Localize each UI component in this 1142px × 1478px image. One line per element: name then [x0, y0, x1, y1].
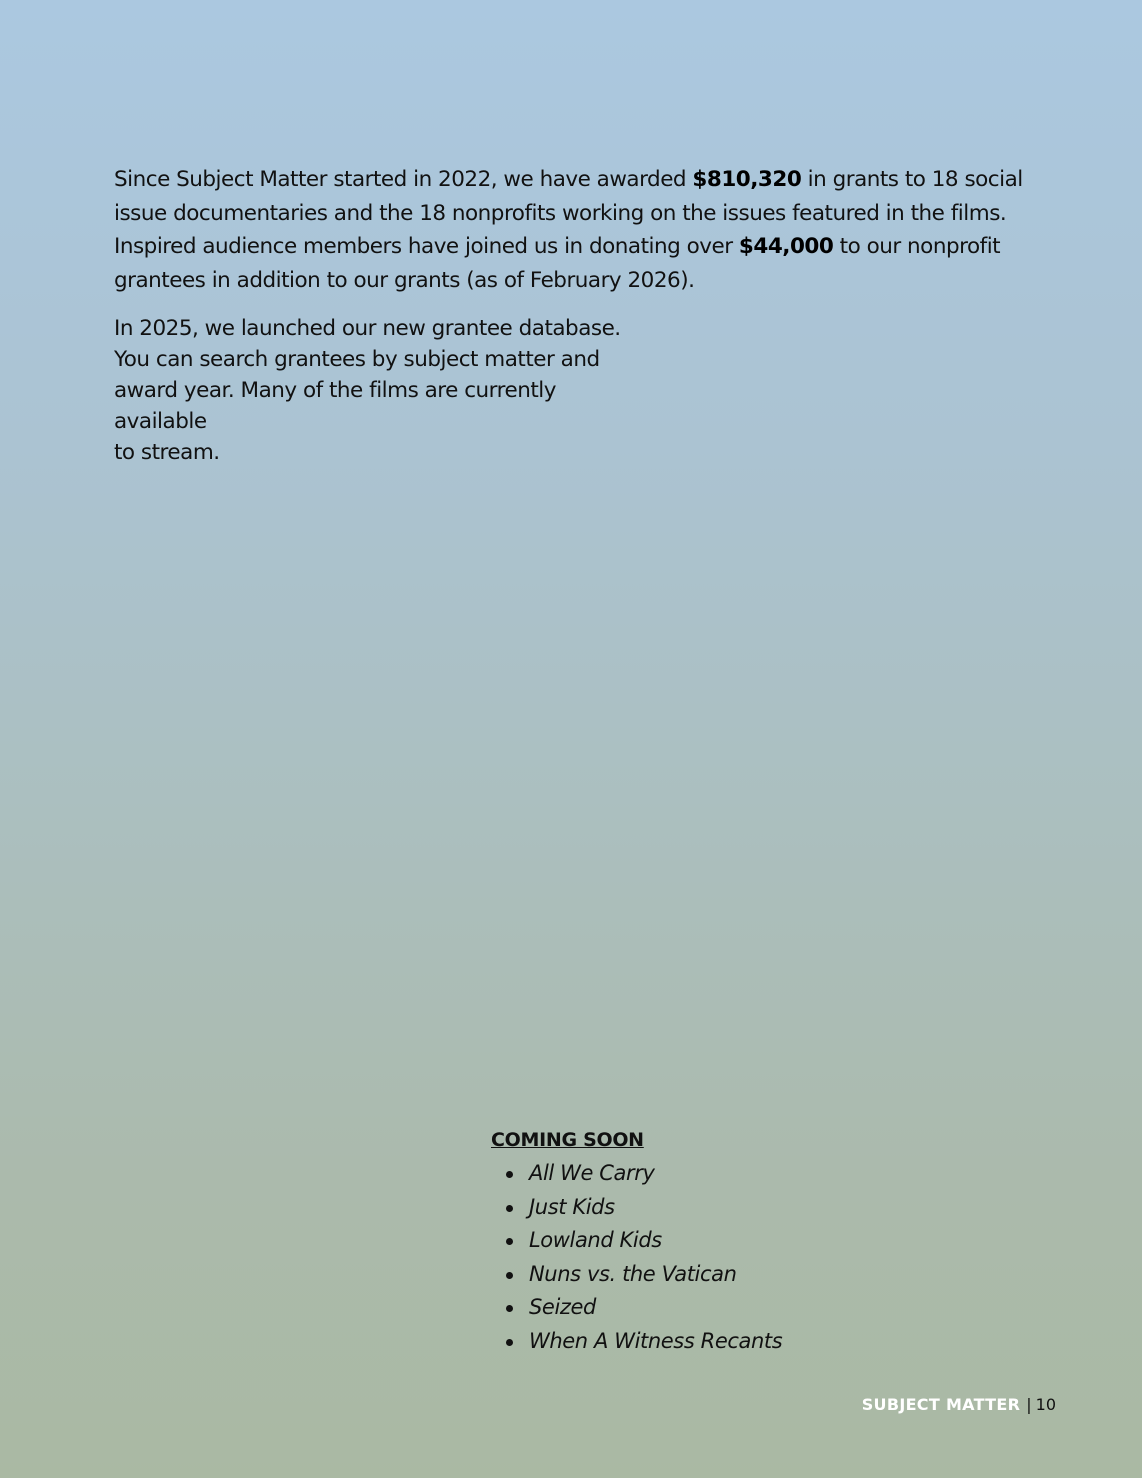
film-title: Lowland Kids — [529, 1228, 662, 1253]
page-number: 10 — [1035, 1395, 1056, 1414]
bullet-icon — [506, 1171, 513, 1178]
film-list-item — [529, 1191, 891, 1225]
film-title: Nuns vs. the Vatican — [529, 1261, 737, 1286]
page-footer — [862, 1395, 1056, 1414]
database-paragraph — [114, 313, 644, 468]
film-list-item — [529, 1157, 891, 1191]
database-line: You can search grantees by subject matter and — [114, 347, 600, 372]
intro-text-part3: to our nonprofit grantees in addition to our grants (as of February 2026). — [114, 234, 1001, 293]
intro-paragraph — [114, 163, 1029, 297]
coming-soon-heading: COMING SOON — [491, 1129, 644, 1151]
bullet-icon — [506, 1305, 513, 1312]
database-line: award year. Many of the films are currently available — [114, 378, 556, 434]
coming-soon-section — [491, 1125, 891, 1359]
intro-text-part1: Since Subject Matter started in 2022, we have awarded — [114, 167, 693, 192]
film-title: All We Carry — [529, 1161, 655, 1185]
database-line: In 2025, we launched our new grantee database. — [114, 316, 621, 341]
film-list-item — [529, 1291, 891, 1325]
film-title: Just Kids — [529, 1194, 615, 1219]
film-list-item — [529, 1258, 891, 1292]
bullet-icon — [506, 1205, 513, 1212]
intro-text — [114, 163, 1029, 297]
donation-total-amount: $44,000 — [738, 234, 834, 259]
bullet-icon — [506, 1339, 513, 1346]
grant-total-amount: $810,320 — [692, 167, 802, 192]
bullet-icon — [506, 1238, 513, 1245]
database-line: to stream. — [114, 440, 220, 465]
bullet-icon — [506, 1272, 513, 1279]
film-title: Seized — [529, 1295, 596, 1320]
intro-text-part2: in grants to 18 social issue documentaries and the 18 nonprofits working on the issues featured in the films. Inspired audience members have joined us in donating over — [114, 167, 1023, 259]
film-title: When A Witness Recants — [529, 1328, 783, 1353]
footer-brand: SUBJECT MATTER — [861, 1395, 1021, 1414]
footer-separator: | — [1026, 1395, 1032, 1414]
coming-soon-list — [491, 1157, 891, 1359]
film-list-item — [529, 1325, 891, 1359]
film-list-item — [529, 1224, 891, 1258]
